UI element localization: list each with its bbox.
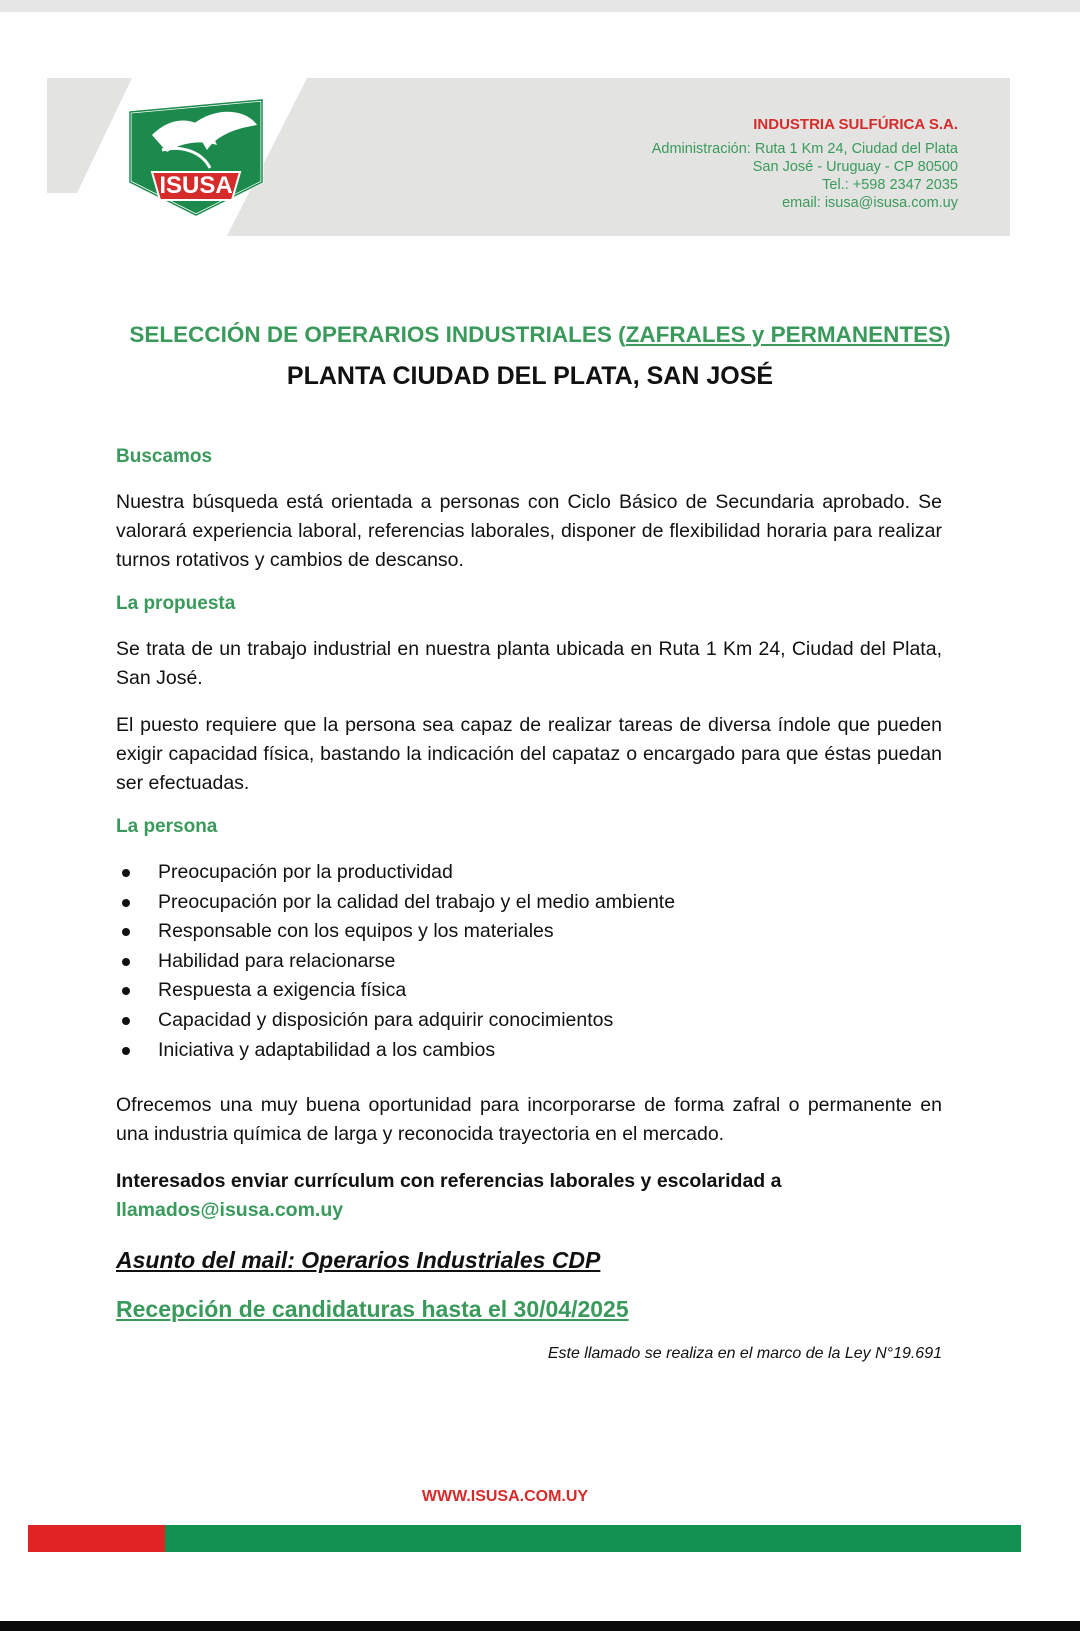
company-phone: Tel.: +598 2347 2035 xyxy=(822,177,958,193)
company-contact-block xyxy=(652,116,958,212)
footer-bar-red xyxy=(28,1525,165,1552)
company-city: San José - Uruguay - CP 80500 xyxy=(752,159,958,175)
list-item xyxy=(116,858,942,888)
logo-lettering: ISUSA xyxy=(159,172,233,199)
persona-list xyxy=(116,858,942,1065)
email-subject-line: Asunto del mail: Operarios Industriales CDP xyxy=(116,1247,601,1274)
law-note: Este llamado se realiza en el marco de la Ley N°19.691 xyxy=(547,1345,942,1363)
list-item xyxy=(116,1006,942,1036)
isusa-logo xyxy=(122,90,282,220)
company-email: email: isusa@isusa.com.uy xyxy=(782,195,958,211)
bullet-icon xyxy=(122,958,130,966)
list-item-text: Habilidad para relacionarse xyxy=(158,949,396,972)
letterhead-banner xyxy=(47,78,1010,236)
bullet-icon xyxy=(122,869,130,877)
list-item xyxy=(116,947,942,977)
list-item-text: Responsable con los equipos y los materiales xyxy=(158,920,554,943)
section-heading-persona: La persona xyxy=(116,816,218,837)
list-item-text: Iniciativa y adaptabilidad a los cambios xyxy=(158,1038,496,1061)
propuesta-paragraph-1: Se trata de un trabajo industrial en nuestra planta ubicada en Ruta 1 Km 24, Ciudad del Plata, San José. xyxy=(116,638,942,689)
title-underlined: ZAFRALES y PERMANENTES xyxy=(625,322,944,347)
bullet-icon xyxy=(122,987,130,995)
company-name: INDUSTRIA SULFÚRICA S.A. xyxy=(753,116,958,133)
company-address: Administración: Ruta 1 Km 24, Ciudad del Plata xyxy=(651,141,958,157)
list-item xyxy=(116,1036,942,1066)
title-prefix: SELECCIÓN DE OPERARIOS INDUSTRIALES ( xyxy=(129,322,626,347)
section-heading-buscamos: Buscamos xyxy=(116,446,213,467)
document-title xyxy=(0,322,1080,348)
propuesta-paragraph-2: El puesto requiere que la persona sea capaz de realizar tareas de diversa índole que pueden exigir capacidad física, bastando la indicación del capataz o encargado para que éstas puedan ser efectuadas. xyxy=(116,714,942,794)
list-item-text: Respuesta a exigencia física xyxy=(158,979,407,1002)
bullet-icon xyxy=(122,1017,130,1025)
top-strip xyxy=(0,0,1080,12)
bullet-icon xyxy=(122,899,130,907)
list-item xyxy=(116,917,942,947)
oferta-paragraph: Ofrecemos una muy buena oportunidad para incorporarse de forma zafral o permanente en una industria química de larga y reconocida trayectoria en el mercado. xyxy=(116,1094,942,1146)
website-link[interactable]: WWW.ISUSA.COM.UY xyxy=(421,1488,589,1505)
list-item xyxy=(116,976,942,1006)
list-item-text: Preocupación por la productividad xyxy=(158,861,453,883)
document-subtitle: PLANTA CIUDAD DEL PLATA, SAN JOSÉ xyxy=(286,362,774,390)
section-heading-propuesta: La propuesta xyxy=(116,593,236,614)
bullet-icon xyxy=(122,928,130,936)
application-email-link[interactable]: llamados@isusa.com.uy xyxy=(116,1199,344,1222)
application-deadline: Recepción de candidaturas hasta el 30/04/2025 xyxy=(116,1296,629,1323)
footer-bar-green xyxy=(165,1525,1021,1552)
document-body xyxy=(116,446,942,1363)
buscamos-paragraph: Nuestra búsqueda está orientada a personas con Ciclo Básico de Secundaria aprobado. Se valorará experiencia laboral, referencias laborales, disponer de flexibilidad horaria para realizar turnos rotativos y cambios de descanso. xyxy=(116,491,942,571)
bullet-icon xyxy=(122,1047,130,1055)
list-item-text: Capacidad y disposición para adquirir conocimientos xyxy=(158,1008,614,1031)
bottom-strip xyxy=(0,1621,1080,1631)
list-item xyxy=(116,888,942,918)
title-suffix: ) xyxy=(943,322,951,347)
application-instruction: Interesados enviar currículum con referencias laborales y escolaridad a xyxy=(116,1170,782,1193)
list-item-text: Preocupación por la calidad del trabajo y el medio ambiente xyxy=(158,890,676,913)
